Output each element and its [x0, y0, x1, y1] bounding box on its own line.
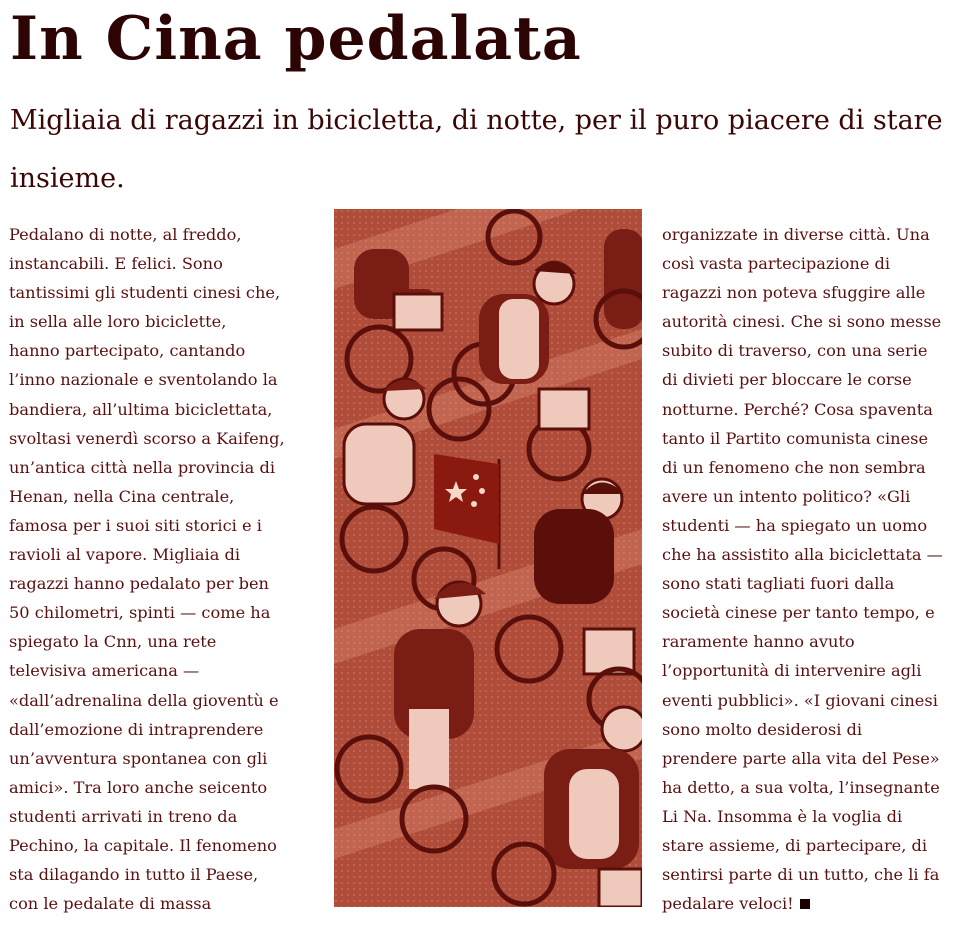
right-column-text: organizzate in diverse città. Una così vasta partecipazione di ragazzi non poteva sfuggire alle autorità cinesi. Che si sono messe subito di traverso, con una serie di divieti per bloccare le corse notturne. Perché? Cosa spaventa tanto il Partito comunista cinese di un fenomeno che non sembra avere un intento politico? «Gli studenti — ha spiegato un uomo che ha assistito alla biciclettata — sono stati tagliati fuori dalla società cinese per tanto tempo, e raramente hanno avuto l’opportunità di intervenire agli eventi pubblici». «I giovani cinesi sono molto desiderosi di prendere parte alla vita del Pese» ha detto, a sua volta, l’insegnante Li Na. Insomma è la voglia di stare assieme, di partecipare, di sentirsi parte di un tutto, che li fa pedalare veloci! [662, 225, 943, 914]
cyclists-illustration [334, 209, 642, 907]
article-subtitle: Migliaia di ragazzi in bicicletta, di notte, per il puro piacere di stare insieme. [10, 105, 943, 194]
article-body-right-column [662, 220, 977, 918]
article-body-left-column: Pedalano di notte, al freddo, instancabili. E felici. Sono tantissimi gli studenti cinesi che, in sella alle loro biciclette, hanno partecipato, cantando l’inno nazionale e sventolando la bandiera, all’ultima biciclettata, svoltasi venerdì scorso a Kaifeng, un’antica città nella provincia di Henan, nella Cina centrale, famosa per i suoi siti storici e i ravioli al vapore. Migliaia di ragazzi hanno pedalato per ben 50 chilometri, spinti — come ha spiegato la Cnn, una rete televisiva americana — «dall’adrenalina della gioventù e dall’emozione di intraprendere un’avventura spontanea con gli amici». Tra loro anche seicento studenti arrivati in treno da Pechino, la capitale. Il fenomeno sta dilagando in tutto il Paese, con le pedalate di massa [9, 225, 285, 914]
article-title: In Cina pedalata [10, 4, 582, 74]
end-of-article-mark [800, 899, 810, 909]
